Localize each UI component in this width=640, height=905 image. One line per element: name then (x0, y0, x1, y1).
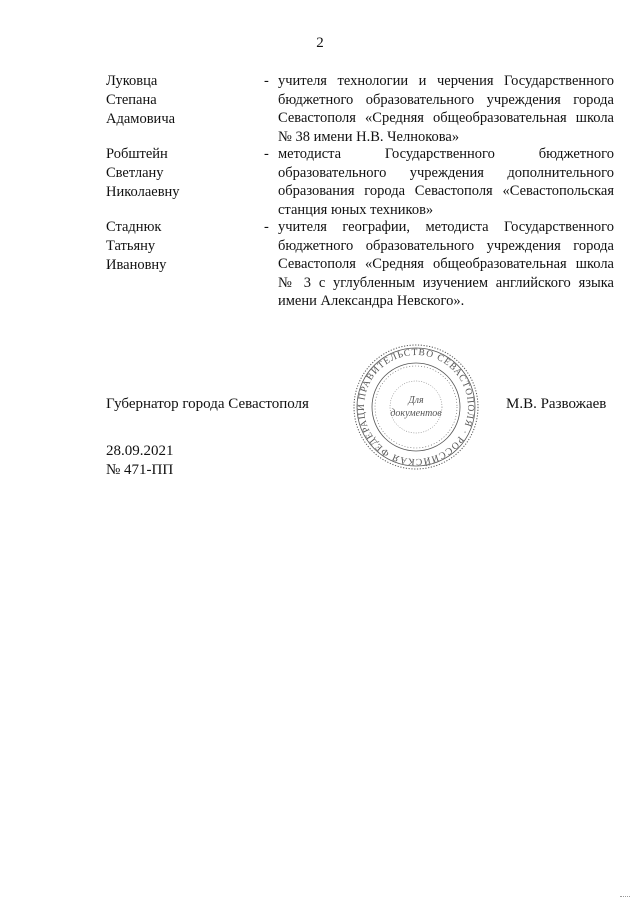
page-number: 2 (316, 35, 324, 51)
first-name: Татьяну (106, 238, 156, 254)
position-description: учителя географии, методиста Государственного бюджетного образовательного учреждения города Севастополя «Средняя общеобразовательная школа № 3 с углубленным изучением английского языка имени Александра Невского». (278, 219, 614, 309)
first-name: Степана (106, 92, 157, 108)
appointee-name (106, 72, 256, 129)
seal-outer-text: ПРАВИТЕЛЬСТВО СЕВАСТОПОЛЯ · РОССИЙСКАЯ ФЕДЕРАЦИ (356, 347, 476, 467)
signatory-title: Губернатор города Севастополя (106, 396, 309, 412)
surname: Робштейн (106, 146, 168, 162)
scan-artifact (620, 896, 630, 899)
first-name: Светлану (106, 165, 164, 181)
surname: Луковца (106, 73, 158, 89)
signatory-name: М.В. Развожаев (506, 396, 607, 412)
official-seal (352, 343, 480, 471)
position-description: учителя технологии и черчения Государственного бюджетного образовательного учреждения города Севастополя «Средняя общеобразовательная школа № 38 имени Н.В. Челнокова» (278, 73, 614, 145)
seal-center-line1: Для (408, 395, 424, 406)
seal-icon (352, 343, 480, 471)
appointee-name (106, 145, 256, 202)
document-number: № 471-ПП (106, 462, 174, 478)
separator-dash: - (264, 219, 269, 235)
patronymic: Николаевну (106, 184, 180, 200)
seal-center-line2: документов (390, 408, 442, 419)
appointee-name (106, 218, 256, 275)
appointee-entry-stadnyuk (0, 218, 640, 314)
document-date: 28.09.2021 (106, 443, 174, 459)
patronymic: Ивановну (106, 257, 167, 273)
separator-dash: - (264, 73, 269, 89)
separator-dash: - (264, 146, 269, 162)
surname: Стаднюк (106, 219, 162, 235)
patronymic: Адамовича (106, 111, 176, 127)
appointee-entry-robshtein (0, 145, 640, 218)
appointee-entry-lukovets (0, 72, 640, 145)
position-description: методиста Государственного бюджетного образовательного учреждения дополнительного образования города Севастополя «Севастопольская станция юных техников» (278, 146, 614, 218)
